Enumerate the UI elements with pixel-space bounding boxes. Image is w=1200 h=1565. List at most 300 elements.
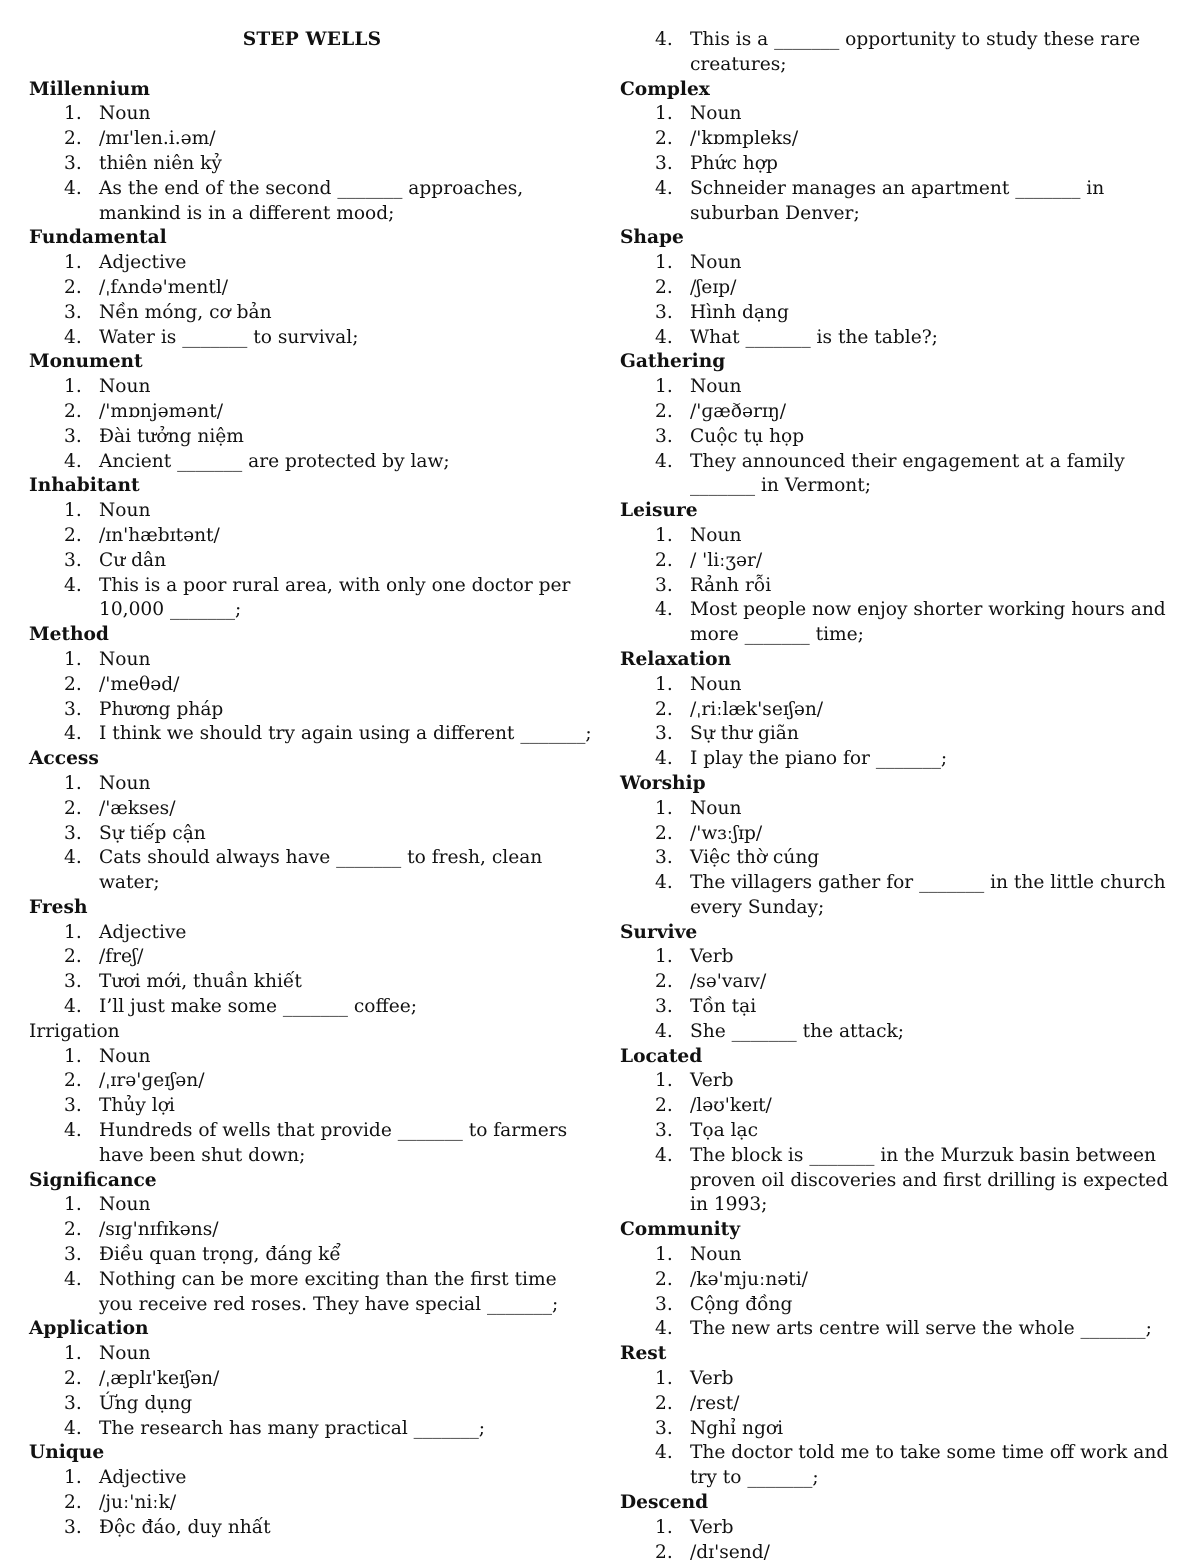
vocab-word: Rest (620, 1343, 667, 1365)
definition-item (29, 1193, 595, 1218)
definition-item (29, 1218, 595, 1243)
page-title: STEP WELLS (242, 29, 382, 50)
item-text: Noun (99, 772, 151, 794)
definition-item (620, 822, 1192, 847)
item-text: Adjective (99, 921, 187, 943)
definition-list (29, 1466, 595, 1540)
item-text: Hình dạng (690, 301, 789, 323)
definition-item (620, 995, 1192, 1020)
item-text: Hundreds of wells that provide _______ to farmers have been shut down; (99, 1120, 568, 1166)
item-number: 1. (655, 946, 673, 968)
item-text: Cư dân (99, 549, 167, 571)
item-text: What _______ is the table?; (690, 326, 938, 348)
definition-item (620, 1119, 1192, 1144)
item-number: 4. (64, 1268, 82, 1290)
item-number: 4. (655, 177, 673, 199)
item-number: 2. (64, 673, 82, 695)
item-number: 2. (655, 822, 673, 844)
item-number: 2. (655, 128, 673, 150)
item-text: Nghỉ ngơi (690, 1417, 784, 1439)
definition-item (29, 822, 595, 847)
item-text: Rảnh rỗi (690, 574, 772, 596)
item-text: Thủy lợi (99, 1095, 175, 1117)
item-number: 1. (64, 1045, 82, 1067)
item-number: 4. (64, 723, 82, 745)
definition-item (620, 276, 1192, 301)
definition-item (29, 1466, 595, 1491)
definition-item (620, 797, 1192, 822)
item-text: /'ækses/ (99, 797, 176, 819)
item-number: 2. (64, 1492, 82, 1514)
item-text: /ˌfʌndə'mentl/ (99, 276, 229, 298)
item-text: Điều quan trọng, đáng kể (99, 1244, 341, 1266)
definition-item (620, 970, 1192, 995)
definition-item (620, 1417, 1192, 1442)
item-number: 2. (655, 1541, 673, 1563)
definition-item (620, 450, 1192, 500)
definition-item (29, 1342, 595, 1367)
item-number: 3. (64, 425, 82, 447)
item-number: 3. (64, 301, 82, 323)
definition-item (620, 326, 1192, 351)
vocab-word: Gathering (620, 351, 726, 373)
item-number: 3. (64, 698, 82, 720)
definition-list (29, 251, 595, 350)
definition-list (620, 102, 1192, 226)
item-text: Sự tiếp cận (99, 822, 206, 844)
vocab-entry-community (620, 1218, 1192, 1342)
definition-item (29, 1417, 595, 1442)
item-number: 2. (655, 549, 673, 571)
item-text: /ˌæplɪ'keɪʃən/ (99, 1368, 220, 1390)
item-text: Ancient _______ are protected by law; (99, 450, 450, 472)
definition-item (29, 102, 595, 127)
vocab-word: Located (620, 1045, 703, 1067)
definition-item (29, 152, 595, 177)
vocab-entry-complex (620, 78, 1192, 227)
item-number: 1. (655, 252, 673, 274)
definition-item (29, 177, 595, 227)
definition-item (620, 549, 1192, 574)
item-number: 1. (655, 1070, 673, 1092)
vocab-entry-monument (29, 350, 595, 474)
definition-item (620, 598, 1192, 648)
item-number: 4. (655, 1442, 673, 1464)
item-number: 2. (655, 971, 673, 993)
vocab-word: Fresh (29, 896, 88, 918)
definition-list (29, 1342, 595, 1441)
item-number: 1. (64, 648, 82, 670)
definition-item (620, 1392, 1192, 1417)
definition-item (620, 524, 1192, 549)
item-text: / 'liːʒər/ (690, 549, 763, 571)
item-number: 4. (655, 326, 673, 348)
item-number: 3. (655, 152, 673, 174)
definition-item (29, 1491, 595, 1516)
item-text: They announced their engagement at a family _______ in Vermont; (690, 450, 1125, 497)
item-number: 1. (64, 500, 82, 522)
item-text: /rest/ (690, 1392, 740, 1414)
definition-item (620, 127, 1192, 152)
vocab-word: Fundamental (29, 227, 167, 249)
item-text: Verb (690, 1070, 734, 1092)
definition-item (29, 276, 595, 301)
item-number: 2. (64, 1368, 82, 1390)
item-number: 1. (64, 1343, 82, 1365)
item-text: I think we should try again using a different _______; (99, 723, 592, 745)
vocab-entry-descend (620, 1491, 1192, 1565)
item-text: /'wɜːʃɪp/ (690, 822, 763, 844)
item-text: The villagers gather for _______ in the little church every Sunday; (690, 872, 1166, 918)
item-number: 4. (655, 599, 673, 621)
definition-item (620, 400, 1192, 425)
item-number: 1. (655, 376, 673, 398)
definition-item (620, 673, 1192, 698)
left-column (29, 28, 595, 1541)
item-text: /ɪn'hæbɪtənt/ (99, 524, 220, 546)
definition-item (29, 846, 595, 896)
definition-item (29, 400, 595, 425)
vocab-word: Significance (29, 1169, 157, 1191)
item-number: 4. (655, 748, 673, 770)
item-number: 3. (655, 1417, 673, 1439)
definition-item (620, 1020, 1192, 1045)
item-text: Noun (690, 376, 742, 398)
vocab-word: Worship (620, 772, 706, 794)
item-number: 3. (655, 996, 673, 1018)
definition-item (29, 970, 595, 995)
definition-item (29, 648, 595, 673)
definition-item (620, 698, 1192, 723)
definition-list (29, 499, 595, 623)
item-number: 2. (64, 128, 82, 150)
vocab-word: Irrigation (29, 1020, 120, 1042)
definition-item (29, 251, 595, 276)
vocab-word: Access (29, 748, 99, 770)
item-text: The doctor told me to take some time off work and try to _______; (690, 1442, 1169, 1489)
item-number: 2. (655, 1392, 673, 1414)
item-number: 1. (655, 1244, 673, 1266)
item-text: Noun (99, 648, 151, 670)
item-text: Noun (99, 376, 151, 398)
item-number: 1. (64, 103, 82, 125)
item-text: Verb (690, 946, 734, 968)
definition-item (620, 747, 1192, 772)
definition-item (620, 871, 1192, 921)
item-number: 2. (655, 1268, 673, 1290)
item-number: 1. (655, 1516, 673, 1538)
item-number: 4. (64, 1120, 82, 1142)
item-number: 4. (655, 450, 673, 472)
definition-item (29, 1094, 595, 1119)
item-text: /'kɒmpleks/ (690, 128, 799, 150)
definition-item (620, 1144, 1192, 1218)
definition-list (620, 375, 1192, 499)
item-text: She _______ the attack; (690, 1020, 905, 1042)
item-number: 1. (655, 797, 673, 819)
vocab-word: Application (29, 1318, 149, 1340)
definition-list (620, 1516, 1192, 1565)
vocab-word: Monument (29, 351, 143, 373)
vocab-entry-gathering (620, 350, 1192, 499)
definition-item (620, 28, 1192, 78)
item-text: The new arts centre will serve the whole _______; (690, 1318, 1152, 1340)
vocab-entry-unique (29, 1441, 595, 1540)
definition-item (620, 177, 1192, 227)
definition-item (29, 1268, 595, 1318)
definition-list (620, 797, 1192, 921)
item-number: 3. (64, 1244, 82, 1266)
item-number: 2. (64, 1070, 82, 1092)
item-number: 4. (655, 1144, 673, 1166)
vocab-entry-fresh (29, 896, 595, 1020)
definition-item (620, 574, 1192, 599)
definition-list (620, 524, 1192, 648)
item-number: 3. (655, 1120, 673, 1142)
item-number: 2. (64, 524, 82, 546)
definition-item (29, 1069, 595, 1094)
item-number: 1. (655, 103, 673, 125)
definition-item (29, 945, 595, 970)
definition-item (29, 574, 595, 624)
definition-list (29, 375, 595, 474)
vocab-word: Leisure (620, 500, 698, 522)
vocab-word: Community (620, 1219, 741, 1241)
definition-item (29, 772, 595, 797)
item-text: /mɪ'len.i.əm/ (99, 128, 216, 150)
item-text: As the end of the second _______ approaches, mankind is in a different mood; (99, 177, 524, 224)
item-number: 3. (655, 574, 673, 596)
vocab-entry-access (29, 747, 595, 896)
definition-item (620, 1317, 1192, 1342)
definition-item (29, 450, 595, 475)
item-text: /ˌriːlæk'seɪʃən/ (690, 698, 824, 720)
definition-item (29, 698, 595, 723)
definition-item (29, 375, 595, 400)
item-number: 3. (655, 1293, 673, 1315)
item-number: 3. (64, 1392, 82, 1414)
item-text: The block is _______ in the Murzuk basin between proven oil discoveries and first drilling is expected in 1993; (690, 1144, 1169, 1216)
definition-list (29, 1193, 595, 1317)
item-text: I play the piano for _______; (690, 748, 948, 770)
vocab-entry-worship (620, 772, 1192, 921)
item-text: /dɪ'send/ (690, 1541, 770, 1563)
vocab-word: Unique (29, 1442, 105, 1464)
item-number: 3. (64, 1516, 82, 1538)
vocab-entry-method (29, 623, 595, 747)
vocab-entry-shape (620, 226, 1192, 350)
item-number: 1. (64, 1467, 82, 1489)
item-number: 1. (655, 1368, 673, 1390)
item-text: Sự thư giãn (690, 723, 799, 745)
definition-list (620, 1069, 1192, 1218)
definition-item (620, 1367, 1192, 1392)
definition-list (620, 673, 1192, 772)
vocab-entry-fundamental (29, 226, 595, 350)
definition-item (29, 499, 595, 524)
definition-item (620, 1516, 1192, 1541)
item-number: 2. (64, 946, 82, 968)
item-number: 4. (64, 574, 82, 596)
item-number: 3. (64, 1095, 82, 1117)
item-number: 2. (64, 276, 82, 298)
vocab-word: Survive (620, 921, 698, 943)
definition-item (620, 1094, 1192, 1119)
vocab-entry-leisure (620, 499, 1192, 648)
vocab-word: Millennium (29, 78, 150, 100)
definition-item (620, 102, 1192, 127)
item-number: 2. (64, 797, 82, 819)
definition-item (620, 722, 1192, 747)
item-text: I’ll just make some _______ coffee; (99, 996, 417, 1018)
definition-item (29, 549, 595, 574)
definition-item (29, 425, 595, 450)
definition-item (620, 251, 1192, 276)
vocab-word: Relaxation (620, 648, 732, 670)
item-text: Phức hợp (690, 152, 778, 174)
item-number: 1. (64, 1194, 82, 1216)
item-text: thiên niên kỷ (99, 152, 222, 174)
item-text: Most people now enjoy shorter working hours and more _______ time; (690, 599, 1166, 646)
continued-definition-list (620, 28, 1192, 78)
definition-item (29, 1516, 595, 1541)
definition-list (29, 921, 595, 1020)
item-number: 1. (64, 252, 82, 274)
item-number: 2. (64, 400, 82, 422)
item-text: /ʃeɪp/ (690, 276, 737, 298)
item-number: 2. (655, 1095, 673, 1117)
definition-item (620, 1441, 1192, 1491)
item-number: 4. (655, 872, 673, 894)
item-text: /'meθəd/ (99, 673, 180, 695)
item-text: The research has many practical _______; (99, 1417, 486, 1439)
definition-item (620, 301, 1192, 326)
item-number: 4. (64, 996, 82, 1018)
item-text: Tọa lạc (690, 1120, 759, 1142)
vocab-entry-inhabitant (29, 474, 595, 623)
vocab-word: Method (29, 624, 109, 646)
vocab-word: Inhabitant (29, 475, 140, 497)
definition-item (620, 1268, 1192, 1293)
definition-item (29, 722, 595, 747)
item-text: Schneider manages an apartment _______ in suburban Denver; (690, 177, 1105, 224)
item-number: 4. (655, 1318, 673, 1340)
item-number: 3. (655, 723, 673, 745)
item-number: 3. (655, 847, 673, 869)
item-number: 4. (64, 450, 82, 472)
definition-item (29, 797, 595, 822)
vocab-entry-rest (620, 1342, 1192, 1491)
definition-item (29, 1045, 595, 1070)
definition-item (620, 846, 1192, 871)
item-number: 2. (655, 400, 673, 422)
item-number: 4. (64, 847, 82, 869)
item-text: /ˌɪrə'ɡeɪʃən/ (99, 1070, 205, 1092)
item-text: Noun (690, 103, 742, 125)
item-number: 3. (64, 971, 82, 993)
item-text: Noun (690, 524, 742, 546)
item-text: Noun (690, 673, 742, 695)
vocab-word: Shape (620, 227, 684, 249)
item-number: 3. (64, 822, 82, 844)
item-text: This is a _______ opportunity to study these rare creatures; (690, 29, 1141, 75)
item-number: 1. (64, 921, 82, 943)
definition-list (29, 102, 595, 226)
definition-item (620, 945, 1192, 970)
item-text: Verb (690, 1368, 734, 1390)
item-number: 1. (655, 673, 673, 695)
definition-list (620, 251, 1192, 350)
item-text: Noun (99, 500, 151, 522)
item-text: Cats should always have _______ to fresh, clean water; (99, 847, 543, 894)
item-text: Water is _______ to survival; (99, 326, 359, 348)
item-text: Verb (690, 1516, 734, 1538)
item-number: 4. (655, 1020, 673, 1042)
item-text: Cộng đồng (690, 1293, 793, 1315)
definition-item (29, 301, 595, 326)
item-number: 1. (64, 376, 82, 398)
definition-list (620, 1367, 1192, 1491)
vocab-entry-located (620, 1045, 1192, 1219)
definition-item (29, 127, 595, 152)
definition-item (620, 1069, 1192, 1094)
item-text: /'mɒnjəmənt/ (99, 400, 224, 422)
item-text: /juː'niːk/ (99, 1492, 177, 1514)
definition-item (620, 425, 1192, 450)
vocab-entry-significance (29, 1169, 595, 1318)
item-text: Noun (690, 797, 742, 819)
vocab-entry-millennium (29, 78, 595, 227)
item-text: Noun (690, 252, 742, 274)
item-text: Noun (690, 1244, 742, 1266)
definition-list (29, 772, 595, 896)
vocab-word: Descend (620, 1492, 709, 1514)
item-text: /'ɡæðərɪŋ/ (690, 400, 787, 422)
definition-item (29, 1367, 595, 1392)
item-text: Adjective (99, 252, 187, 274)
item-text: /freʃ/ (99, 946, 144, 968)
vocab-entry-application (29, 1317, 595, 1441)
item-text: Nền móng, cơ bản (99, 301, 272, 323)
right-column (620, 28, 1192, 1565)
left-entries (29, 78, 595, 1541)
definition-item (29, 921, 595, 946)
item-number: 1. (655, 524, 673, 546)
item-text: Phương pháp (99, 698, 224, 720)
item-text: Tồn tại (690, 996, 757, 1018)
item-number: 1. (64, 772, 82, 794)
item-text: Tươi mới, thuần khiết (99, 971, 302, 993)
item-number: 4. (655, 29, 673, 50)
definition-item (29, 1119, 595, 1169)
definition-list (29, 1045, 595, 1169)
definition-item (29, 326, 595, 351)
item-text: Độc đáo, duy nhất (99, 1516, 271, 1538)
item-number: 3. (655, 425, 673, 447)
item-number: 2. (655, 276, 673, 298)
item-text: Noun (99, 1045, 151, 1067)
definition-item (29, 673, 595, 698)
item-text: Cuộc tụ họp (690, 425, 805, 447)
item-text: Noun (99, 1343, 151, 1365)
item-text: Nothing can be more exciting than the first time you receive red roses. They have special _______; (99, 1268, 559, 1315)
item-number: 2. (655, 698, 673, 720)
definition-list (620, 945, 1192, 1044)
item-number: 3. (64, 549, 82, 571)
definition-item (29, 1392, 595, 1417)
definition-list (29, 648, 595, 747)
vocab-entry-relaxation (620, 648, 1192, 772)
